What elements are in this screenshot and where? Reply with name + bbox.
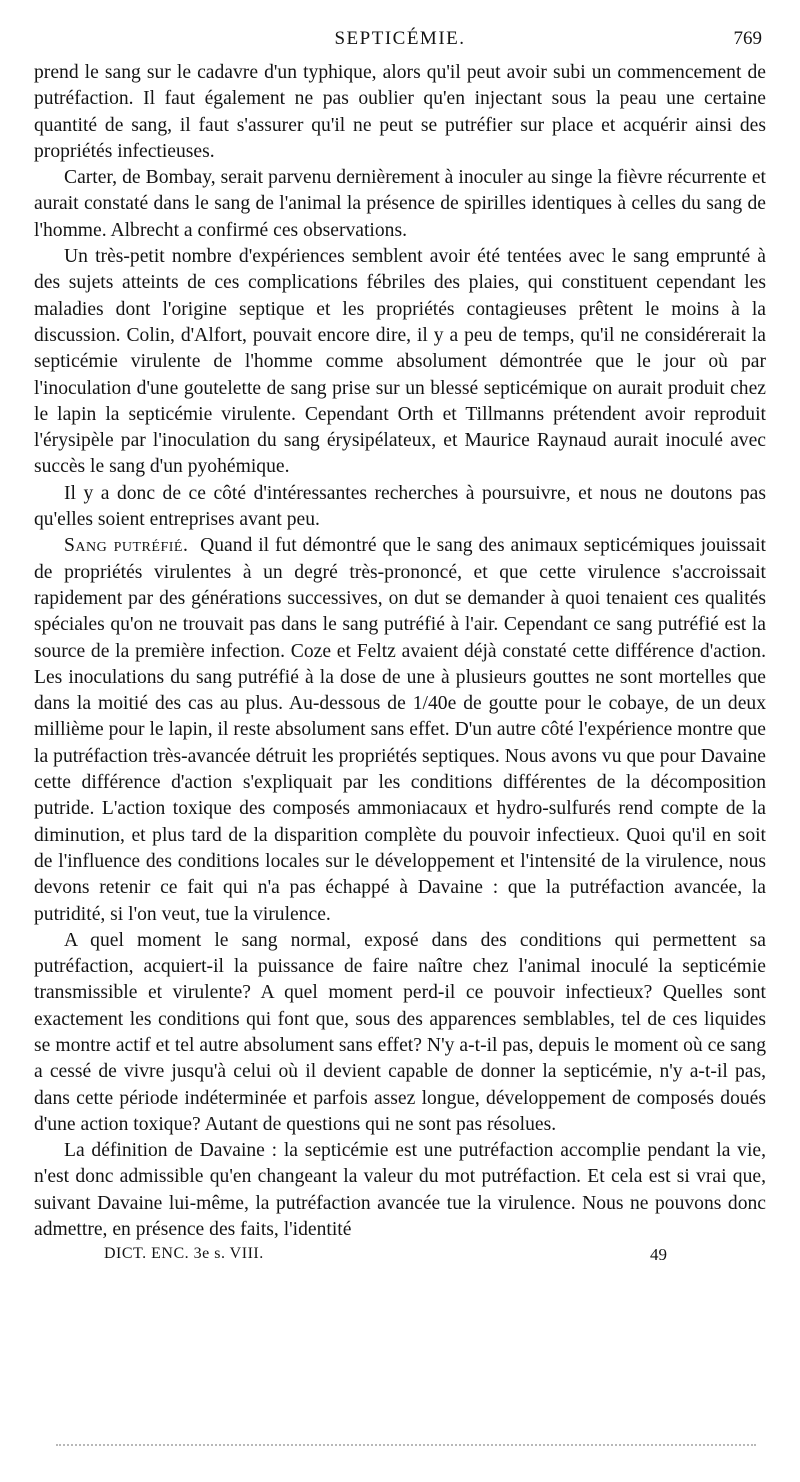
paragraph-definition: La définition de Davaine : la septicémie est une putréfaction accomplie pendant la vie, n'est donc admissible qu'en changeant la valeur du mot putréfaction. Et cela est si vrai que, suivant Davaine lui-même, la putréfaction avancée tue la virulence. Nous ne pouvons donc admettre, en présence des faits, l'identité	[34, 1140, 766, 1241]
page-number: 769	[733, 28, 762, 49]
paragraph-recherches: Il y a donc de ce côté d'intéressantes recherches à poursuivre, et nous ne doutons pas qu'elles soient entreprises avant peu.	[34, 482, 766, 531]
paragraph-sang-putrefie	[34, 533, 766, 927]
paragraph-continuation: prend le sang sur le cadavre d'un typhique, alors qu'il peut avoir subi un commencement de putréfaction. Il faut également ne pas oublier qu'en injectant sous la peau une certaine quantité de sang, il faut s'assurer qu'il ne peut se putréfier sur place et acquérir ainsi des propriétés infectieuses.	[34, 62, 766, 162]
section-lead: Sang putréfié.	[64, 535, 189, 557]
section-text: Quand il fut démontré que le sang des animaux septicémiques jouissait de propriétés virulentes à un degré très-prononcé, et que cette virulence s'accroissait rapidement par des générations successives, on dut se demander à quoi tenaient ces qualités spéciales qu'on ne trouvait pas dans le sang putréfié à l'air. Cependant ce sang putréfié est la source de la première infection. Coze et Feltz avaient déjà constaté cette différence d'action. Les inoculations du sang putréfié à la dose de une à plusieurs gouttes ne sont mortelles que dans la moitié des cas au plus. Au-dessous de 1/40e de goutte pour le cobaye, de un deux millième pour le lapin, il reste absolument sans effet. D'un autre côté l'expérience montre que la putréfaction très-avancée détruit les propriétés septiques. Nous avons vu que pour Davaine cette différence d'action s'expliquait par les conditions différentes de la décomposition putride. L'action toxique des composés ammoniacaux et hydro-sulfurés rend compte de la diminution, et plus tard de la disparition complète du pouvoir infectieux. Quoi qu'il en soit de l'influence des conditions locales sur le développement et l'intensité de la virulence, nous devons retenir ce fait qui n'a pas échappé à Davaine : que la putréfaction avancée, la putridité, si l'on veut, tue la virulence.	[34, 535, 766, 925]
book-page	[34, 28, 766, 1271]
page-footer	[34, 1245, 766, 1271]
paragraph-questions: A quel moment le sang normal, exposé dans des conditions qui permettent sa putréfaction, acquiert-il la puissance de faire naître chez l'animal inoculé la septicémie transmissible et virulente? A quel moment perd-il ce pouvoir infectieux? Quelles sont exactement les conditions qui font que, sous des apparences semblables, tel de ces liquides se montre actif et tel autre absolument sans effet? N'y a-t-il pas, depuis le moment où ce sang a cessé de vivre jusqu'à celui où il devient capable de donner la septicémie, n'y a-t-il pas, dans cette période indéterminée et parfois assez longue, développement de composés doués d'une action toxique? Autant de questions qui ne sont pas résolues.	[34, 929, 766, 1135]
paragraph-experiences: Un très-petit nombre d'expériences semblent avoir été tentées avec le sang emprunté à des sujets atteints de ces complications fébriles des plaies, qui constituent cependant les maladies dont l'origine septique et les propriétés contagieuses prêtent le moins à la discussion. Colin, d'Alfort, pouvait encore dire, il y a peu de temps, qu'il ne considérerait la septicémie virulente de l'homme comme absolument démontrée que le jour où par l'inoculation d'une goutelette de sang prise sur un blessé septicémique on aurait produit chez le lapin la septicémie virulente. Cependant Orth et Tillmanns prétendent avoir reproduit l'érysipèle par l'inoculation du sang érysipélateux, et Maurice Raynaud aurait inoculé avec succès le sang d'un pyohémique.	[34, 246, 766, 478]
body-text	[34, 60, 766, 1243]
paragraph-carter: Carter, de Bombay, serait parvenu dernièrement à inoculer au singe la fièvre récurrente et aurait constaté dans le sang de l'animal la présence de spirilles identiques à celles du sang de l'homme. Albrecht a confirmé ces observations.	[34, 167, 766, 241]
bottom-dotted-rule	[56, 1444, 756, 1448]
sheet-number: 49	[650, 1245, 667, 1265]
running-head	[34, 28, 766, 60]
signature-mark: DICT. ENC. 3e s. VIII.	[104, 1245, 264, 1263]
running-title: SEPTICÉMIE.	[334, 28, 466, 49]
